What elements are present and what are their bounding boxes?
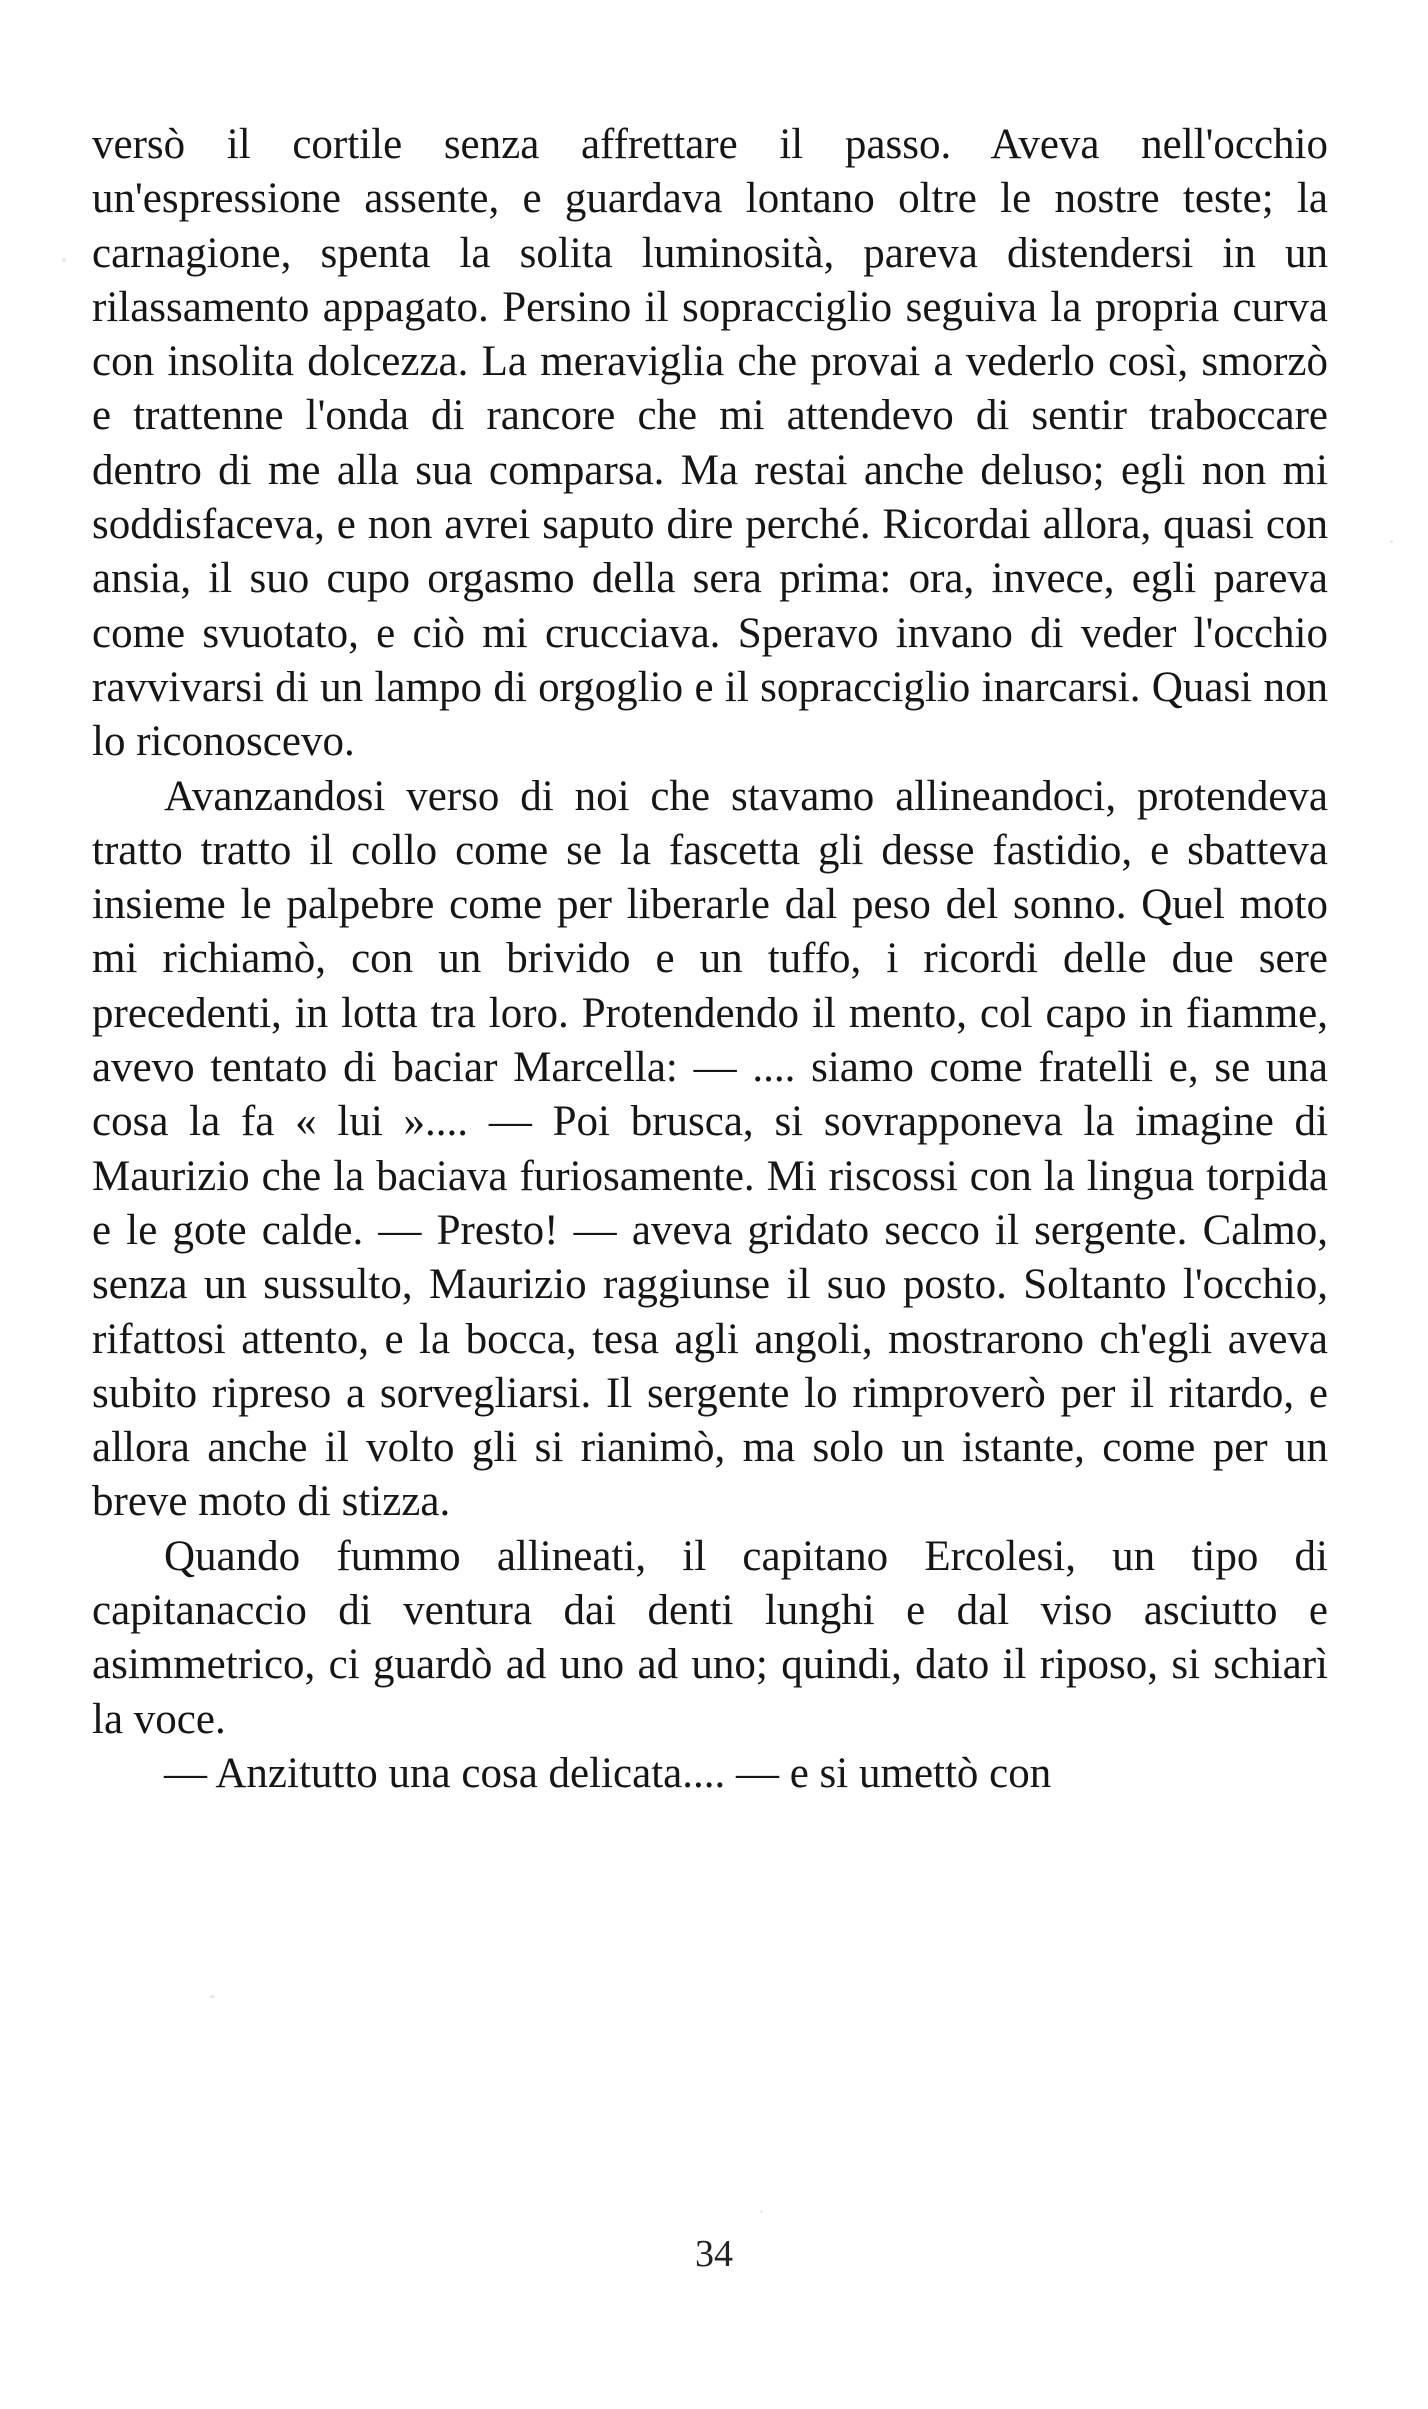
paragraph-4: — Anzitutto una cosa delicata.... — e si umettò con (164, 1749, 1052, 1797)
page-number: 34 (695, 2233, 733, 2275)
paragraph-1: versò il cortile senza affrettare il passo. Aveva nell'occhio un'espressione assente, e guardava lontano oltre le nostre teste; la carnagione, spenta la solita luminosità, pareva distendersi in un rilassamento appagato. Persino il sopracciglio seguiva la propria curva con insolita dolcezza. La meraviglia che provai a vederlo così, smorzò e trattenne l'onda di rancore che mi attendevo di sentir traboccare dentro di me alla sua comparsa. Ma restai anche deluso; egli non mi soddisfaceva, e non avrei saputo dire perché. Ricordai allora, quasi con ansia, il suo cupo orgasmo della sera prima: ora, invece, egli pareva come svuotato, e ciò mi crucciava. Speravo invano di veder l'occhio ravvivarsi di un lampo di orgoglio e il sopracciglio inarcarsi. Quasi non lo riconoscevo. (92, 121, 1328, 766)
scan-speckle (210, 1995, 215, 1998)
paragraph-3: Quando fummo allineati, il capitano Ercolesi, un tipo di capitanaccio di ventura dai denti lunghi e dal viso asciutto e asimmetrico, ci guardò ad uno ad uno; quindi, dato il riposo, si schiarì la voce. (92, 1532, 1328, 1743)
paragraph-2: Avanzandosi verso di noi che stavamo allineandoci, protendeva tratto tratto il collo come se la fascetta gli desse fastidio, e sbatteva insieme le palpebre come per liberarle dal peso del sonno. Quel moto mi richiamò, con un brivido e un tuffo, i ricordi delle due sere precedenti, in lotta tra loro. Protendendo il mento, col capo in fiamme, avevo tentato di baciar Marcella: — .... siamo come fratelli e, se una cosa la fa « lui ».... — Poi brusca, si sovrapponeva la imagine di Maurizio che la baciava furiosamente. Mi riscossi con la lingua torpida e le gote calde. — Presto! — aveva gridato secco il sergente. Calmo, senza un sussulto, Maurizio raggiunse il suo posto. Soltanto l'occhio, rifattosi attento, e la bocca, tesa agli angoli, mostrarono ch'egli aveva subito ripreso a sorvegliarsi. Il sergente lo rimproverò per il ritardo, e allora anche il volto gli si rianimò, ma solo un istante, come per un breve moto di stizza. (92, 772, 1328, 1526)
scan-speckle (760, 2210, 763, 2213)
book-page-text (92, 118, 1328, 1801)
scan-speckle (62, 258, 66, 262)
scan-speckle (1390, 540, 1393, 543)
